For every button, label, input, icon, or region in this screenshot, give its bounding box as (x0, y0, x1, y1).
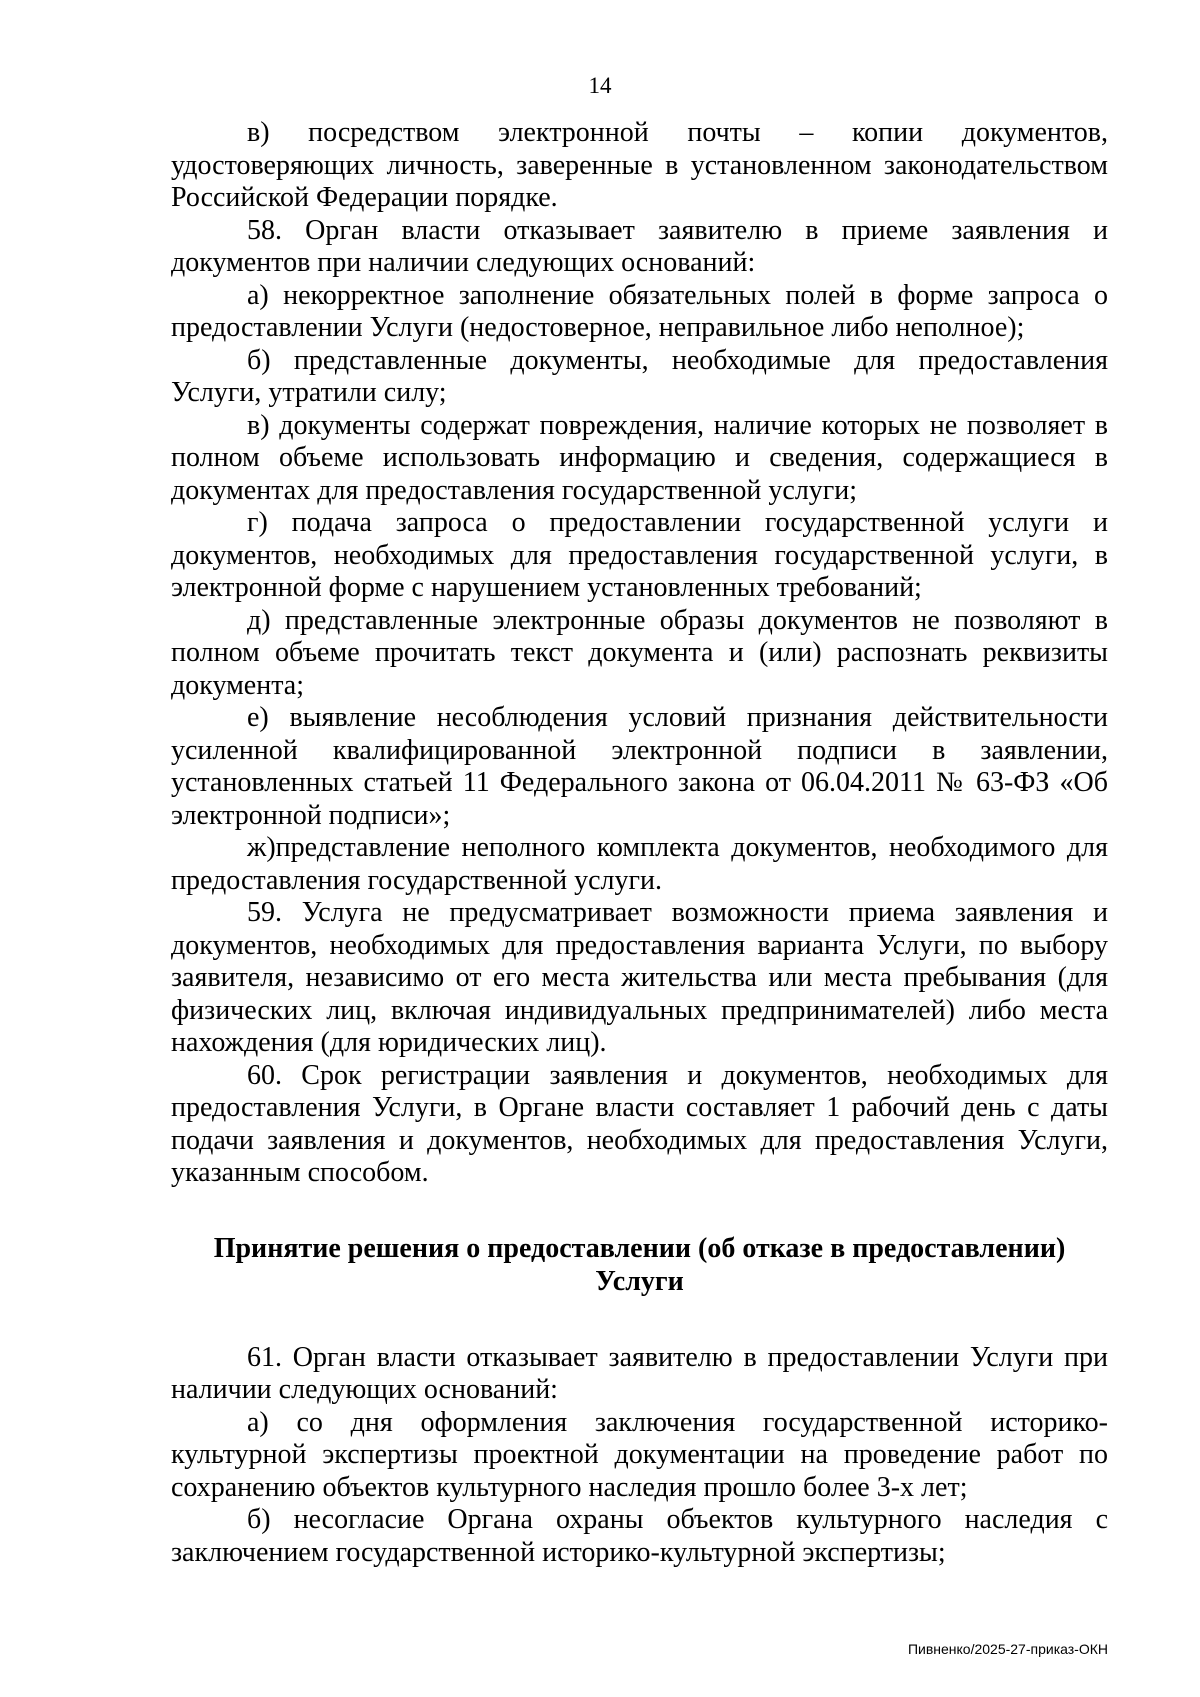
paragraph-58-a: а) некорректное заполнение обязательных полей в форме запроса о предоставлении Услуги (недостоверное, неправильное либо неполное); (171, 279, 1108, 343)
section-heading (171, 1232, 1108, 1298)
paragraph-59: 59. Услуга не предусматривает возможности приема заявления и документов, необходимых для предоставления варианта Услуги, по выбору заявителя, независимо от его места жительства или места пребывания (для физических лиц, включая индивидуальных предпринимателей) либо места нахождения (для юридических лиц). (171, 897, 1108, 1058)
paragraph-60: 60. Срок регистрации заявления и документов, необходимых для предоставления Услуги, в Органе власти составляет 1 рабочий день с даты подачи заявления и документов, необходимых для предоставления Услуги, указанным способом. (171, 1059, 1108, 1188)
paragraph-61-b: б) несогласие Органа охраны объектов культурного наследия с заключением государственной историко-культурной экспертизы; (171, 1504, 1108, 1568)
paragraph-58-g: г) подача запроса о предоставлении государственной услуги и документов, необходимых для предоставления государственной услуги, в электронной форме с нарушением установленных требований; (171, 507, 1108, 603)
paragraph-61: 61. Орган власти отказывает заявителю в предоставлении Услуги при наличии следующих оснований: (171, 1341, 1108, 1405)
paragraph-61-a: а) со дня оформления заключения государственной историко-культурной экспертизы проектной документации на проведение работ по сохранению объектов культурного наследия прошло более 3-х лет; (171, 1406, 1108, 1503)
section-heading-line-2: Услуги (595, 1265, 684, 1297)
section-heading-line-1: Принятие решения о предоставлении (об отказе в предоставлении) (213, 1232, 1066, 1264)
document-footer: Пивненко/2025-27-приказ-ОКН (907, 1641, 1108, 1657)
paragraph-58: 58. Орган власти отказывает заявителю в приеме заявления и документов при наличии следующих оснований: (171, 214, 1108, 278)
paragraph-58-d: д) представленные электронные образы документов не позволяют в полном объеме прочитать текст документа и (или) распознать реквизиты документа; (171, 604, 1108, 701)
paragraph-58-e: е) выявление несоблюдения условий признания действительности усиленной квалифицированной электронной подписи в заявлении, установленных статьей 11 Федерального закона от 06.04.2011 № 63-ФЗ «Об электронной подписи»; (171, 702, 1108, 831)
paragraph-email-copies: в) посредством электронной почты – копии документов, удостоверяющих личность, заверенные в установленном законодательством Российской Федерации порядке. (171, 117, 1108, 213)
page-number: 14 (588, 73, 612, 98)
paragraph-58-v: в) документы содержат повреждения, наличие которых не позволяет в полном объеме использовать информацию и сведения, содержащиеся в документах для предоставления государственной услуги; (171, 409, 1108, 506)
paragraph-58-b: б) представленные документы, необходимые для предоставления Услуги, утратили силу; (171, 344, 1108, 408)
paragraph-58-zh: ж)представление неполного комплекта документов, необходимого для предоставления государственной услуги. (171, 832, 1108, 896)
document-body (171, 117, 1108, 1569)
